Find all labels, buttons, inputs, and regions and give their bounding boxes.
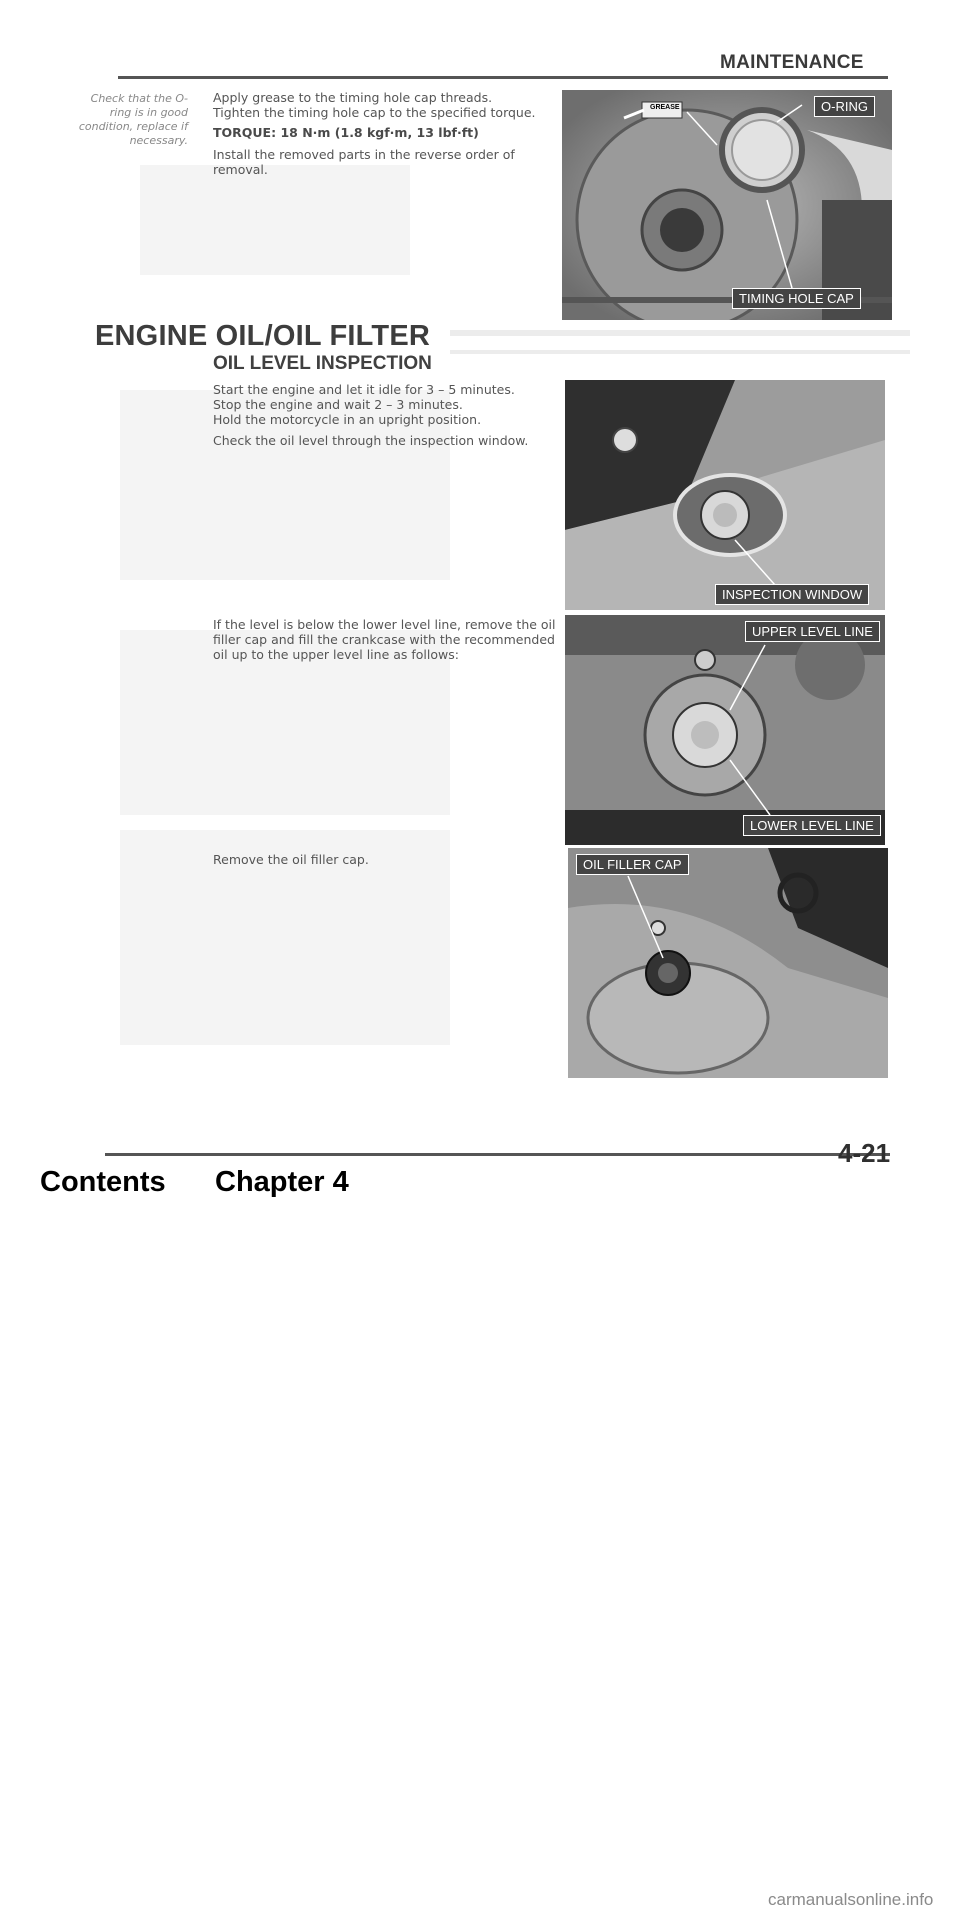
remove-cap-text: Remove the oil filler cap.: [213, 852, 369, 867]
step-text: Stop the engine and wait 2 – 3 minutes.: [213, 397, 463, 412]
install-note: Install the removed parts in the reverse order of removal.: [213, 147, 515, 177]
callout-inspection-window: INSPECTION WINDOW: [715, 584, 869, 605]
inspection-window-photo: [565, 380, 885, 610]
bleed-through-line: [450, 350, 910, 354]
section-header: MAINTENANCE: [720, 52, 864, 73]
side-note: Check that the O-ring is in good condition, replace if necessary.: [78, 92, 188, 147]
footer-rule: [105, 1153, 890, 1156]
contents-link[interactable]: Contents: [40, 1166, 166, 1198]
header-rule: [118, 76, 888, 79]
bleed-through-line: [450, 330, 910, 336]
torque-spec: TORQUE: 18 N·m (1.8 kgf·m, 13 lbf·ft): [213, 125, 479, 140]
callout-oil-filler-cap: OIL FILLER CAP: [576, 854, 689, 875]
callout-lower-level-line: LOWER LEVEL LINE: [743, 815, 881, 836]
check-text: Check the oil level through the inspection window.: [213, 433, 529, 448]
bleed-through-block: [140, 165, 410, 275]
oil-filler-cap-photo: [568, 848, 888, 1078]
step-text: Apply grease to the timing hole cap threads.: [213, 90, 493, 105]
fill-note: If the level is below the lower level line, remove the oil filler cap and fill the crankcase with the recommended oil up to the upper level line as follows:: [213, 617, 556, 662]
page-number: 4-21: [838, 1138, 891, 1168]
section-subtitle: OIL LEVEL INSPECTION: [213, 353, 432, 374]
step-text: Start the engine and let it idle for 3 – 5 minutes.: [213, 382, 515, 397]
level-lines-photo: [565, 615, 885, 845]
timing-cap-steps: [213, 90, 548, 177]
callout-upper-level-line: UPPER LEVEL LINE: [745, 621, 880, 642]
step-text: Tighten the timing hole cap to the specified torque.: [213, 105, 536, 120]
step-text: Hold the motorcycle in an upright position.: [213, 412, 482, 427]
callout-timing-hole-cap: TIMING HOLE CAP: [732, 288, 861, 309]
inspection-steps: [213, 382, 558, 448]
section-title: ENGINE OIL/OIL FILTER: [95, 320, 431, 352]
callout-o-ring: O-RING: [814, 96, 875, 117]
timing-hole-cap-photo: [562, 90, 892, 320]
watermark: carmanualsonline.info: [768, 1890, 934, 1909]
grease-label: GREASE: [650, 104, 680, 111]
chapter-link[interactable]: Chapter 4: [215, 1166, 349, 1198]
